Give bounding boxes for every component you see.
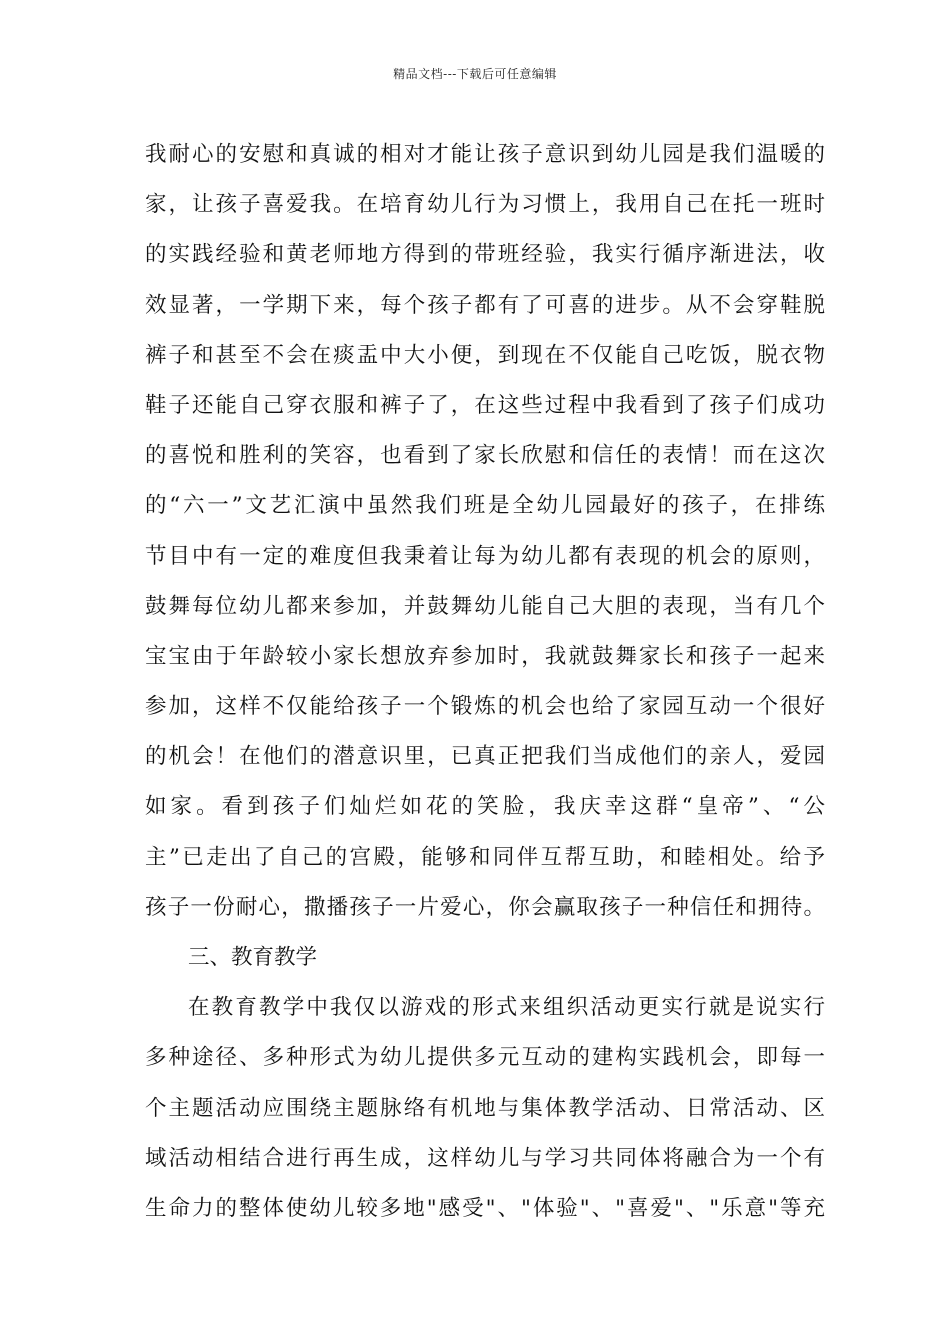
text-line: 的“六一”文艺汇演中虽然我们班是全幼儿园最好的孩子，在排练 xyxy=(145,493,825,519)
document-body xyxy=(145,130,825,1234)
text-line: 在教育教学中我仅以游戏的形式来组织活动更实行就是说实行 xyxy=(188,995,825,1021)
section-heading: 三、教育教学 xyxy=(188,945,318,970)
text-line: 节目中有一定的难度但我秉着让每为幼儿都有表现的机会的原则， xyxy=(145,543,825,569)
text-line: 的喜悦和胜利的笑容，也看到了家长欣慰和信任的表情！而在这次 xyxy=(145,443,825,469)
text-line: 宝宝由于年龄较小家长想放弃参加时，我就鼓舞家长和孩子一起来 xyxy=(145,643,825,669)
text-line: 效显著，一学期下来，每个孩子都有了可喜的进步。从不会穿鞋脱 xyxy=(145,292,825,318)
text-line: 如家。看到孩子们灿烂如花的笑脸，我庆幸这群“皇帝”、“公 xyxy=(145,794,825,820)
text-line: 域活动相结合进行再生成，这样幼儿与学习共同体将融合为一个有 xyxy=(145,1145,825,1171)
text-line: 多种途径、多种形式为幼儿提供多元互动的建构实践机会，即每一 xyxy=(145,1045,825,1071)
text-line: 鞋子还能自己穿衣服和裤子了，在这些过程中我看到了孩子们成功 xyxy=(145,392,825,418)
text-line: 的实践经验和黄老师地方得到的带班经验，我实行循序渐进法，收 xyxy=(145,242,825,268)
text-line: 参加，这样不仅能给孩子一个锻炼的机会也给了家园互动一个很好 xyxy=(145,694,825,720)
text-line: 鼓舞每位幼儿都来参加，并鼓舞幼儿能自己大胆的表现，当有几个 xyxy=(145,593,825,619)
page-header: 精品文档---下载后可任意编辑 xyxy=(393,67,557,81)
text-line: 的机会！在他们的潜意识里，已真正把我们当成他们的亲人，爱园 xyxy=(145,744,825,770)
text-line: 孩子一份耐心，撒播孩子一片爱心，你会赢取孩子一种信任和拥待。 xyxy=(145,894,825,920)
text-line: 生命力的整体使幼儿较多地"感受"、"体验"、"喜爱"、"乐意"等充 xyxy=(145,1195,825,1221)
text-line: 我耐心的安慰和真诚的相对才能让孩子意识到幼儿园是我们温暖的 xyxy=(145,142,825,167)
text-line: 个主题活动应围绕主题脉络有机地与集体教学活动、日常活动、区 xyxy=(145,1095,825,1121)
text-line: 裤子和甚至不会在痰盂中大小便，到现在不仅能自己吃饭，脱衣物 xyxy=(145,342,825,368)
text-line: 主”已走出了自己的宫殿，能够和同伴互帮互助，和睦相处。给予 xyxy=(145,844,825,870)
text-line: 家，让孩子喜爱我。在培育幼儿行为习惯上，我用自己在托一班时 xyxy=(145,192,825,218)
